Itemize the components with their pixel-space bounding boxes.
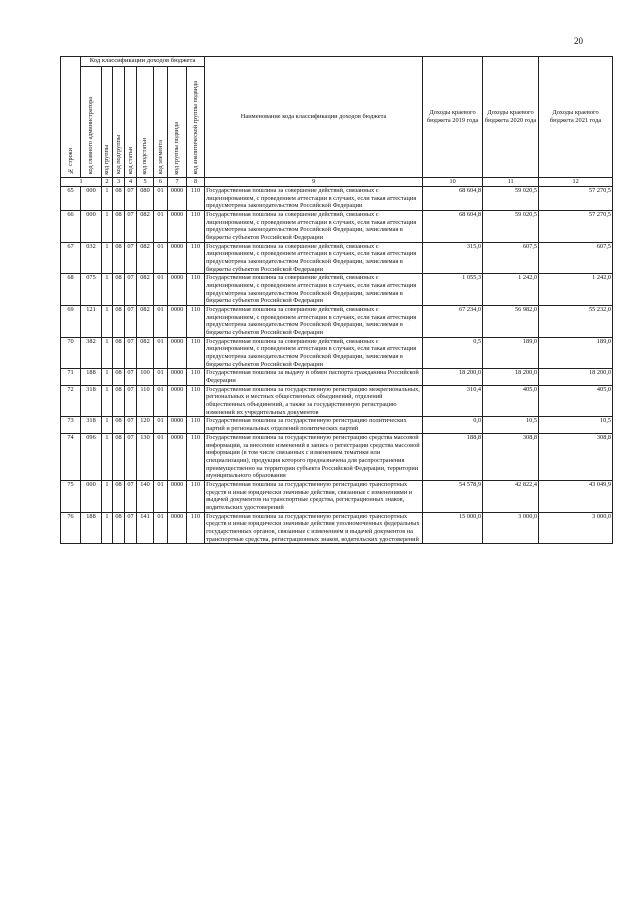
row-number: 76 [61, 512, 81, 544]
code-element: 01 [154, 187, 168, 211]
budget-income-table [60, 56, 613, 544]
row-number: 68 [61, 274, 81, 306]
code-element: 01 [154, 306, 168, 338]
code-subarticle: 141 [137, 512, 154, 544]
code-group: 1 [102, 337, 113, 369]
column-number: 3 [113, 178, 125, 187]
code-admin: 000 [81, 187, 102, 211]
row-number: 65 [61, 187, 81, 211]
code-admin: 032 [81, 242, 102, 274]
income-name: Государственная пошлина за совершение действий, связанных с лицензированием, с проведением аттестации в случаях, если такая аттестация предусмотрена законодательством Российской Федерации, зачисляемая в бюджеты субъектов Российской Федерации [205, 306, 423, 338]
income-2020: 42 822,4 [483, 480, 539, 512]
row-number: 70 [61, 337, 81, 369]
income-2020: 56 982,0 [483, 306, 539, 338]
income-2019: 0,5 [423, 337, 483, 369]
code-subgroup: 08 [113, 211, 125, 243]
code-subarticle: 100 [137, 369, 154, 385]
code-article: 07 [125, 211, 137, 243]
income-name: Государственная пошлина за государственную регистрацию транспортных средств и иные юридически значимые действия, связанные с изменениями и выдачей документов на транспортные средства, регистрационных знаков, водительских удостоверений [205, 480, 423, 512]
code-element: 01 [154, 242, 168, 274]
code-analytic-group: 110 [187, 480, 205, 512]
income-name: Государственная пошлина за государственную регистрацию межрегиональных, региональных и местных общественных объединений, отделений общественных объединений, а также за государственную регистрацию изменений их учредительных документов [205, 385, 423, 417]
header-code-element: код элемента [154, 67, 168, 178]
column-number: 7 [168, 178, 187, 187]
code-subgroup: 08 [113, 306, 125, 338]
code-subarticle: 110 [137, 385, 154, 417]
code-group: 1 [102, 417, 113, 433]
code-analytic-group: 110 [187, 242, 205, 274]
code-subgroup: 08 [113, 337, 125, 369]
column-number: 9 [205, 178, 423, 187]
income-2021: 189,0 [539, 337, 613, 369]
code-element: 01 [154, 337, 168, 369]
code-element: 01 [154, 480, 168, 512]
income-2020: 308,8 [483, 433, 539, 480]
code-group: 1 [102, 385, 113, 417]
code-group: 1 [102, 512, 113, 544]
code-subtype-group: 0000 [168, 369, 187, 385]
income-2021: 57 270,5 [539, 211, 613, 243]
column-number: 1 [61, 178, 102, 187]
code-subgroup: 08 [113, 274, 125, 306]
header-income-2021: Доходы краевого бюджета 2021 года [539, 57, 613, 178]
income-2020: 59 020,5 [483, 211, 539, 243]
code-subarticle: 080 [137, 187, 154, 211]
code-subtype-group: 0000 [168, 417, 187, 433]
row-number: 67 [61, 242, 81, 274]
column-number: 2 [102, 178, 113, 187]
income-name: Государственная пошлина за совершение действий, связанных с лицензированием, с проведением аттестации в случаях, если такая аттестация предусмотрена законодательством Российской Федерации, зачисляемая в бюджеты субъектов Российской Федерации [205, 337, 423, 369]
income-2019: 1 055,3 [423, 274, 483, 306]
income-2019: 188,8 [423, 433, 483, 480]
header-income-2020: Доходы краевого бюджета 2020 года [483, 57, 539, 178]
code-subgroup: 08 [113, 433, 125, 480]
code-element: 01 [154, 417, 168, 433]
income-2021: 405,0 [539, 385, 613, 417]
table-row [61, 306, 613, 338]
code-element: 01 [154, 211, 168, 243]
header-code-admin: код главного администратора [81, 67, 102, 178]
code-analytic-group: 110 [187, 306, 205, 338]
code-subtype-group: 0000 [168, 337, 187, 369]
code-element: 01 [154, 274, 168, 306]
code-subtype-group: 0000 [168, 187, 187, 211]
row-number: 73 [61, 417, 81, 433]
code-admin: 121 [81, 306, 102, 338]
code-subarticle: 082 [137, 211, 154, 243]
income-2019: 0,0 [423, 417, 483, 433]
code-group: 1 [102, 274, 113, 306]
row-number: 74 [61, 433, 81, 480]
code-subgroup: 08 [113, 385, 125, 417]
income-2021: 55 232,0 [539, 306, 613, 338]
table-row [61, 187, 613, 211]
table-row [61, 417, 613, 433]
code-article: 07 [125, 306, 137, 338]
code-group: 1 [102, 480, 113, 512]
code-admin: 318 [81, 385, 102, 417]
header-name: Наименование кода классификации доходов бюджета [205, 57, 423, 178]
row-number: 71 [61, 369, 81, 385]
table-row [61, 211, 613, 243]
income-2019: 54 578,9 [423, 480, 483, 512]
code-subarticle: 130 [137, 433, 154, 480]
income-2019: 18 200,0 [423, 369, 483, 385]
row-number: 69 [61, 306, 81, 338]
column-number-row [61, 178, 613, 187]
code-subtype-group: 0000 [168, 242, 187, 274]
code-analytic-group: 110 [187, 337, 205, 369]
code-subtype-group: 0000 [168, 480, 187, 512]
header-code-subtype-group: код группы подвида [168, 67, 187, 178]
code-subgroup: 08 [113, 512, 125, 544]
code-analytic-group: 110 [187, 211, 205, 243]
column-number: 6 [154, 178, 168, 187]
header-classification-group: Код классификации доходов бюджета [81, 57, 205, 67]
table-row [61, 433, 613, 480]
income-2019: 68 604,8 [423, 211, 483, 243]
income-2019: 15 000,0 [423, 512, 483, 544]
code-subarticle: 140 [137, 480, 154, 512]
income-2020: 59 020,5 [483, 187, 539, 211]
code-analytic-group: 110 [187, 385, 205, 417]
code-subgroup: 08 [113, 480, 125, 512]
table-row [61, 242, 613, 274]
code-admin: 000 [81, 480, 102, 512]
code-article: 07 [125, 187, 137, 211]
code-article: 07 [125, 433, 137, 480]
row-number: 72 [61, 385, 81, 417]
header-row-number: № строки [61, 57, 81, 178]
code-admin: 188 [81, 512, 102, 544]
income-2020: 405,0 [483, 385, 539, 417]
code-group: 1 [102, 211, 113, 243]
income-2021: 43 049,9 [539, 480, 613, 512]
income-2020: 10,5 [483, 417, 539, 433]
code-subtype-group: 0000 [168, 385, 187, 417]
code-admin: 382 [81, 337, 102, 369]
code-article: 07 [125, 337, 137, 369]
code-subtype-group: 0000 [168, 433, 187, 480]
header-code-group: код группы [102, 67, 113, 178]
table-row [61, 337, 613, 369]
code-subtype-group: 0000 [168, 512, 187, 544]
code-group: 1 [102, 187, 113, 211]
income-name: Государственная пошлина за совершение действий, связанных с лицензированием, с проведением аттестации в случаях, если такая аттестация предусмотрена законодательством Российской Федерации [205, 187, 423, 211]
income-2021: 3 000,0 [539, 512, 613, 544]
income-2019: 315,0 [423, 242, 483, 274]
code-article: 07 [125, 274, 137, 306]
code-article: 07 [125, 480, 137, 512]
row-number: 75 [61, 480, 81, 512]
table-row [61, 385, 613, 417]
code-subarticle: 082 [137, 337, 154, 369]
code-admin: 075 [81, 274, 102, 306]
code-admin: 318 [81, 417, 102, 433]
code-analytic-group: 110 [187, 417, 205, 433]
code-admin: 096 [81, 433, 102, 480]
header-code-subgroup: код подгруппы [113, 67, 125, 178]
code-analytic-group: 110 [187, 512, 205, 544]
code-admin: 188 [81, 369, 102, 385]
header-code-analytic-group: код аналитической группы подвида [187, 67, 205, 178]
code-element: 01 [154, 385, 168, 417]
table-row [61, 512, 613, 544]
code-subgroup: 08 [113, 187, 125, 211]
code-group: 1 [102, 369, 113, 385]
code-article: 07 [125, 385, 137, 417]
code-group: 1 [102, 242, 113, 274]
income-2021: 308,8 [539, 433, 613, 480]
code-analytic-group: 110 [187, 274, 205, 306]
code-element: 01 [154, 433, 168, 480]
income-2020: 18 200,0 [483, 369, 539, 385]
income-name: Государственная пошлина за государственную регистрацию средства массовой информации, за внесение изменений в запись о регистрации средства массовой информации (в том числе связанных с изменением тематики или специализации), продукция которого предназначена для распространения преимущественно на территории субъекта Российской Федерации, территории муниципального образования [205, 433, 423, 480]
code-group: 1 [102, 306, 113, 338]
income-name: Государственная пошлина за выдачу и обмен паспорта гражданина Российской Федерации [205, 369, 423, 385]
header-code-subarticle: код подстатьи [137, 67, 154, 178]
income-2020: 607,5 [483, 242, 539, 274]
code-subtype-group: 0000 [168, 211, 187, 243]
row-number: 66 [61, 211, 81, 243]
income-2021: 57 270,5 [539, 187, 613, 211]
code-element: 01 [154, 369, 168, 385]
table-row [61, 480, 613, 512]
page-number: 20 [574, 36, 583, 46]
code-article: 07 [125, 417, 137, 433]
income-2019: 67 234,0 [423, 306, 483, 338]
column-number: 8 [187, 178, 205, 187]
table-row [61, 369, 613, 385]
income-2021: 607,5 [539, 242, 613, 274]
income-name: Государственная пошлина за государственную регистрацию политических партий и региональных отделений политических партий [205, 417, 423, 433]
income-2021: 10,5 [539, 417, 613, 433]
column-number: 11 [483, 178, 539, 187]
code-subgroup: 08 [113, 369, 125, 385]
income-2019: 68 604,8 [423, 187, 483, 211]
income-name: Государственная пошлина за совершение действий, связанных с лицензированием, с проведением аттестации в случаях, если такая аттестация предусмотрена законодательством Российской Федерации, зачисляемая в бюджеты субъектов Российской Федерации [205, 211, 423, 243]
column-number: 5 [137, 178, 154, 187]
column-number: 10 [423, 178, 483, 187]
code-subgroup: 08 [113, 417, 125, 433]
code-group: 1 [102, 433, 113, 480]
income-2019: 310,4 [423, 385, 483, 417]
income-name: Государственная пошлина за совершение действий, связанных с лицензированием, с проведением аттестации в случаях, если такая аттестация предусмотрена законодательством Российской Федерации, зачисляемая в бюджеты субъектов Российской Федерации [205, 274, 423, 306]
income-2021: 18 200,0 [539, 369, 613, 385]
code-subarticle: 082 [137, 306, 154, 338]
code-subtype-group: 0000 [168, 274, 187, 306]
income-2020: 1 242,0 [483, 274, 539, 306]
table-row [61, 274, 613, 306]
income-name: Государственная пошлина за совершение действий, связанных с лицензированием, с проведением аттестации в случаях, если такая аттестация предусмотрена законодательством Российской Федерации, зачисляемая в бюджеты субъектов Российской Федерации [205, 242, 423, 274]
header-code-article: код статьи [125, 67, 137, 178]
code-subarticle: 082 [137, 274, 154, 306]
code-analytic-group: 110 [187, 187, 205, 211]
column-number: 12 [539, 178, 613, 187]
income-2020: 189,0 [483, 337, 539, 369]
code-article: 07 [125, 369, 137, 385]
code-admin: 000 [81, 211, 102, 243]
code-article: 07 [125, 512, 137, 544]
income-name: Государственная пошлина за государственную регистрацию транспортных средств и иные юридически значимые действия уполномоченных федеральных государственных органов, связанные с изменением и выдачей документов на транспортные средства, регистрационных знаков, водительских удостоверений [205, 512, 423, 544]
code-element: 01 [154, 512, 168, 544]
code-analytic-group: 110 [187, 433, 205, 480]
code-subtype-group: 0000 [168, 306, 187, 338]
column-number: 4 [125, 178, 137, 187]
code-analytic-group: 110 [187, 369, 205, 385]
code-subgroup: 08 [113, 242, 125, 274]
code-subarticle: 082 [137, 242, 154, 274]
code-subarticle: 120 [137, 417, 154, 433]
income-2021: 1 242,0 [539, 274, 613, 306]
code-article: 07 [125, 242, 137, 274]
header-income-2019: Доходы краевого бюджета 2019 года [423, 57, 483, 178]
income-2020: 3 000,0 [483, 512, 539, 544]
